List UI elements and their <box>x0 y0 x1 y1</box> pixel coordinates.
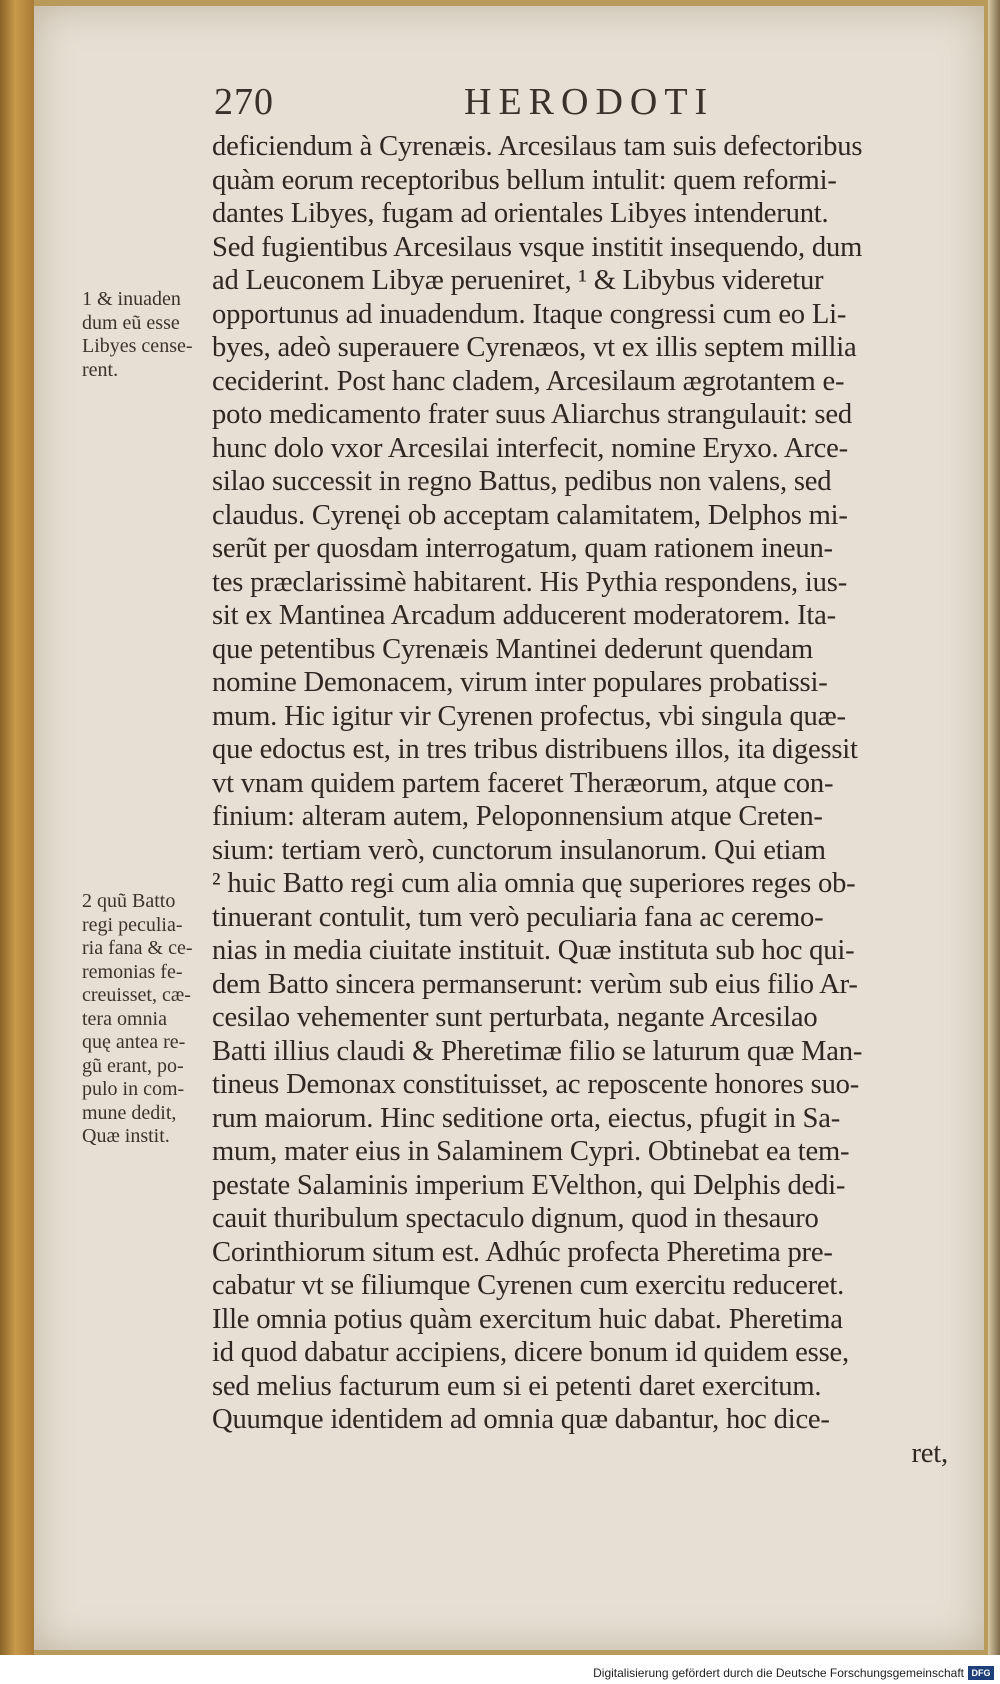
text-line: ceciderint. Post hanc cladem, Arcesilaum ægrotantem e- <box>212 365 845 397</box>
text-line: dantes Libyes, fugam ad orientales Libyes intenderunt. <box>212 198 829 229</box>
footer <box>0 1664 1000 1684</box>
margin-note-line: tera omnia <box>82 1007 167 1030</box>
main-text <box>212 130 960 1470</box>
margin-note-line: creuisset, cæ- <box>82 984 191 1006</box>
text-line: hunc dolo vxor Arcesilai interfecit, nomine Eryxo. Arce- <box>212 432 848 464</box>
text-line: cesilao vehementer sunt perturbata, negante Arcesilao <box>212 1002 818 1033</box>
margin-note-line: pulo in com- <box>82 1078 185 1100</box>
page-header <box>214 80 934 123</box>
text-line: ad Leuconem Libyæ perueniret, ¹ & Libybus videretur <box>212 265 824 296</box>
text-line: id quod dabatur accipiens, dicere bonum id quidem esse, <box>212 1337 849 1368</box>
margin-note-line: remonias fe- <box>82 960 183 983</box>
text-line: quàm eorum receptoribus bellum intulit: quem reformi- <box>212 164 837 196</box>
margin-note-line: rent. <box>82 358 119 381</box>
text-line: tes præclarissimè habitarent. His Pythia respondens, ius- <box>212 566 848 598</box>
text-line: sit ex Mantinea Arcadum adducerent moderatorem. Ita- <box>212 600 836 631</box>
text-line: ret, <box>911 1437 948 1469</box>
funding-credit: Digitalisierung gefördert durch die Deutsche Forschungsgemeinschaft <box>593 1666 964 1680</box>
page-number: 270 <box>214 81 274 123</box>
text-line: Sed fugientibus Arcesilaus vsque institit insequendo, dum <box>212 231 863 263</box>
dfg-logo: DFG <box>968 1666 994 1680</box>
text-line: claudus. Cyrenęi ob acceptam calamitatem, Delphos mi- <box>212 499 848 531</box>
text-line: cabatur vt se filiumque Cyrenen cum exercitu reduceret. <box>212 1270 845 1301</box>
text-line: sium: tertiam verò, cunctorum insulanorum. Qui etiam <box>212 834 826 866</box>
text-line: Corinthiorum situm est. Adhúc profecta Pheretima pre- <box>212 1236 833 1268</box>
text-line: sed melius facturum eum si ei petenti daret exercitum. <box>212 1370 822 1402</box>
text-line: finium: alteram autem, Peloponnensium atque Creten- <box>212 801 823 832</box>
text-line: byes, adeò superauere Cyrenæos, vt ex illis septem millia <box>212 332 857 363</box>
margin-note-line: regi peculia- <box>82 913 183 936</box>
text-line: pestate Salaminis imperium EVelthon, qui Delphis dedi- <box>212 1169 846 1201</box>
text-line: nias in media ciuitate instituit. Quæ instituta sub hoc qui- <box>212 935 855 966</box>
text-line: opportunus ad inuadendum. Itaque congressi cum eo Li- <box>212 298 847 330</box>
margin-note-1 <box>82 288 242 382</box>
margin-note-line: quę antea re- <box>82 1031 186 1053</box>
margin-note-line: Libyes cense- <box>82 335 193 357</box>
text-line: rum maiorum. Hinc seditione orta, eiectus, pfugit in Sa- <box>212 1102 841 1134</box>
margin-note-line: ria fana & ce- <box>82 937 193 959</box>
text-line: deficiendum à Cyrenæis. Arcesilaus tam suis defectoribus <box>212 131 863 162</box>
text-line: que petentibus Cyrenæis Mantinei dederunt quendam <box>212 633 813 665</box>
margin-note-line: gũ erant, po- <box>82 1054 184 1077</box>
text-line: nomine Demonacem, virum inter populares probatissi- <box>212 667 828 698</box>
text-line: poto medicamento frater suus Aliarchus strangulauit: sed <box>212 399 852 430</box>
text-line: Ille omnia potius quàm exercitum huic dabat. Pheretima <box>212 1303 843 1335</box>
text-line: que edoctus est, in tres tribus distribuens illos, ita digessit <box>212 734 858 765</box>
text-line: vt vnam quidem partem faceret Theræorum, atque con- <box>212 767 834 799</box>
margin-note-2 <box>82 890 242 1149</box>
text-line: Batti illius claudi & Pheretimæ filio se laturum quæ Man- <box>212 1035 863 1067</box>
text-line: dem Batto sincera permanserunt: verùm sub eius filio Ar- <box>212 968 858 1000</box>
text-line: mum, mater eius in Salaminem Cypri. Obtinebat ea tem- <box>212 1136 850 1167</box>
margin-note-line: 1 & inuaden <box>82 288 181 310</box>
text-line: mum. Hic igitur vir Cyrenen profectus, vbi singula quæ- <box>212 700 846 732</box>
text-line: tinuerant contulit, tum verò peculiaria fana ac ceremo- <box>212 901 824 933</box>
text-line: Quumque identidem ad omnia quæ dabantur, hoc dice- <box>212 1404 830 1435</box>
margin-note-line: 2 quũ Batto <box>82 890 176 912</box>
margin-note-line: dum eũ esse <box>82 311 180 334</box>
running-title: HERODOTI <box>464 81 715 123</box>
text-line: tineus Demonax constituisset, ac reposcente honores suo- <box>212 1069 860 1100</box>
margin-note-line: mune dedit, <box>82 1101 177 1124</box>
text-line: silao successit in regno Battus, pedibus non valens, sed <box>212 466 832 497</box>
margin-note-line: Quæ instit. <box>82 1125 170 1147</box>
book-spine <box>0 0 34 1655</box>
text-line: cauit thuribulum spectaculo dignum, quod in thesauro <box>212 1203 819 1234</box>
text-line: serũt per quosdam interrogatum, quam rationem ineun- <box>212 533 833 564</box>
text-line: ² huic Batto regi cum alia omnia quę superiores reges ob- <box>212 868 856 899</box>
page-edge <box>988 0 1000 1655</box>
